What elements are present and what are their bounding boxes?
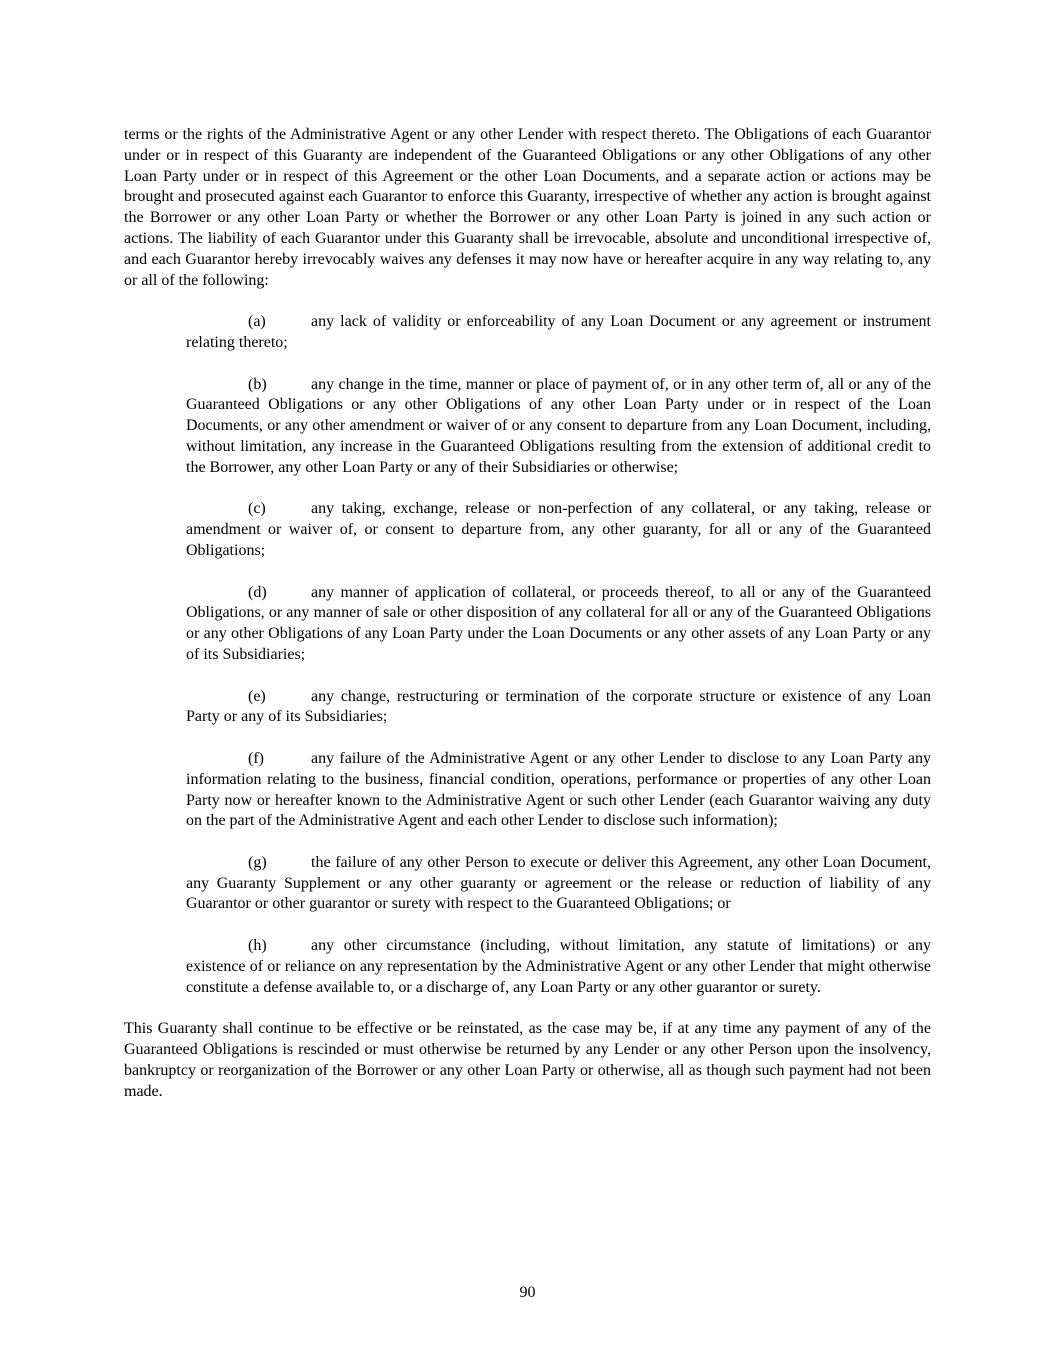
item-label: (g) [248,853,267,871]
item-label: (a) [248,313,266,331]
item-label: (f) [248,749,264,767]
item-text: any other circumstance (including, without limitation, any statute of limitations) or any existence of or reliance on any representation by the Administrative Agent or any other Lender that might otherwise constitute a defense available to, or a discharge of, any Loan Party or any other guarantor or surety. [186,937,931,996]
list-item-f [186,749,931,832]
item-label: (b) [248,375,267,393]
list-item-d [186,583,931,666]
item-text: any change in the time, manner or place of payment of, or in any other term of, all or any of the Guaranteed Obligations or any other Obligations of any other Loan Party under or in respect of the Loan Documents, or any other amendment or waiver of or any consent to departure from any Loan Document, including, without limitation, any increase in the Guaranteed Obligations resulting from the extension of additional credit to the Borrower, any other Loan Party or any of their Subsidiaries or otherwise; [186,375,931,476]
item-text: any taking, exchange, release or non-perfection of any collateral, or any taking, release or amendment or waiver of, or consent to departure from, any other guaranty, for all or any of the Guaranteed Obligations; [186,500,931,559]
closing-paragraph: This Guaranty shall continue to be effective or be reinstated, as the case may be, if at any time any payment of any of the Guaranteed Obligations is rescinded or must otherwise be returned by any Lender or any other Person upon the insolvency, bankruptcy or reorganization of the Borrower or any other Loan Party or otherwise, all as though such payment had not been made. [124,1020,931,1100]
intro-paragraph: terms or the rights of the Administrative Agent or any other Lender with respect thereto. The Obligations of each Guarantor under or in respect of this Guaranty are independent of the Guaranteed Obligations or any other Obligations of any other Loan Party under or in respect of this Agreement or the other Loan Documents, and a separate action or actions may be brought and prosecuted against each Guarantor to enforce this Guaranty, irrespective of whether any action is brought against the Borrower or any other Loan Party or whether the Borrower or any other Loan Party is joined in any such action or actions. The liability of each Guarantor under this Guaranty shall be irrevocable, absolute and unconditional irrespective of, and each Guarantor hereby irrevocably waives any defenses it may now have or hereafter acquire in any way relating to, any or all of the following: [124,126,931,289]
item-text: any failure of the Administrative Agent or any other Lender to disclose to any Loan Party any information relating to the business, financial condition, operations, performance or properties of any other Loan Party now or hereafter known to the Administrative Agent or such other Lender (each Guarantor waiving any duty on the part of the Administrative Agent and each other Lender to disclose such information); [186,749,931,830]
list-item-e [186,687,931,729]
list-item-c [186,499,931,561]
item-text: the failure of any other Person to execute or deliver this Agreement, any other Loan Document, any Guaranty Supplement or any other guaranty or agreement or the release or reduction of liability of any Guarantor or other guarantor or surety with respect to the Guaranteed Obligations; or [186,853,931,913]
item-text: any lack of validity or enforceability of any Loan Document or any agreement or instrument relating thereto; [186,313,931,351]
list-item-h [186,936,931,998]
page-number: 90 [519,1284,536,1301]
item-label: (d) [248,583,267,601]
item-text: any change, restructuring or termination of the corporate structure or existence of any Loan Party or any of its Subsidiaries; [186,687,931,726]
document-body [124,125,931,1123]
item-text: any manner of application of collateral, or proceeds thereof, to all or any of the Guaranteed Obligations, or any manner of sale or other disposition of any collateral for all or any of the Guaranteed Obligations or any other Obligations of any Loan Party under the Loan Documents or any other assets of any Loan Party or any of its Subsidiaries; [186,583,931,663]
item-label: (e) [248,687,266,705]
list-item-g [186,853,931,915]
list-item-a [186,312,931,354]
list-item-b [186,375,931,479]
item-label: (h) [248,937,267,955]
item-label: (c) [248,500,266,518]
